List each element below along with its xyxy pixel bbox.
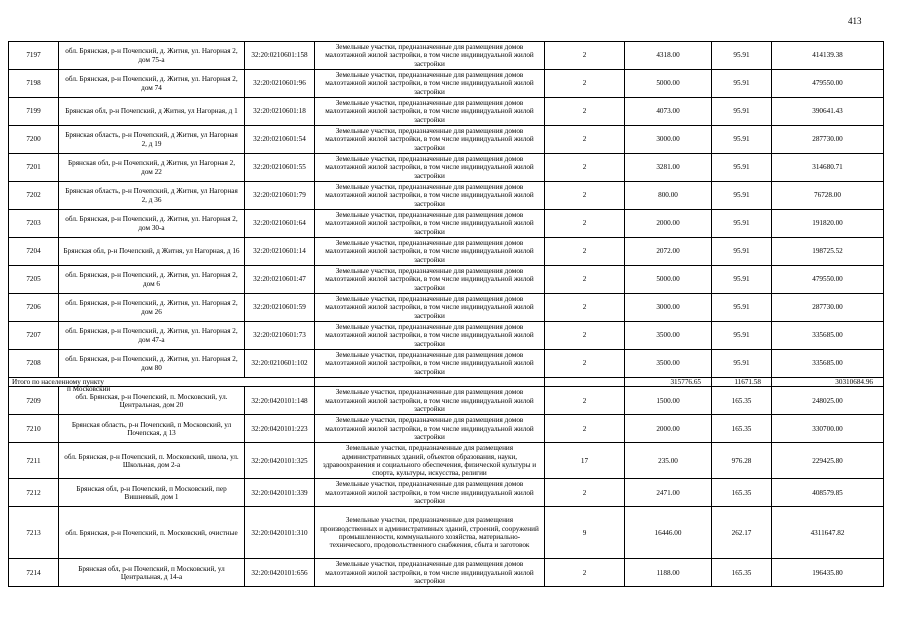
group-code-cell: 2: [545, 559, 625, 587]
area-cell: 5000.00: [625, 70, 712, 98]
address-cell: Брянская обл, р-н Почепский, д Житня, ул Нагорная, д 1: [59, 98, 245, 126]
area-cell: 1188.00: [625, 559, 712, 587]
cadastral-value-cell: 191820.00: [772, 210, 884, 238]
summary-label: Итого по населенному пункту: [9, 378, 315, 387]
cadastral-value-cell: 196435.80: [772, 559, 884, 587]
land-purpose-cell: Земельные участки, предназначенные для размещения домов малоэтажной жилой застройки, в том числе индивидуальной жилой застройки: [315, 322, 545, 350]
group-code-cell: 2: [545, 266, 625, 294]
group-code-cell: 2: [545, 98, 625, 126]
row-number: 7197: [9, 42, 59, 70]
address-cell: Брянская обл, р-н Почепский, д Житня, ул Нагорная, д 16: [59, 238, 245, 266]
cadastral-number-cell: 32:20:0420101:310: [245, 507, 315, 559]
cadastral-number-cell: 32:20:0210601:47: [245, 266, 315, 294]
table-row: [9, 387, 884, 415]
land-purpose-cell: Земельные участки, предназначенные для размещения домов малоэтажной жилой застройки, в том числе индивидуальной жилой застройки: [315, 42, 545, 70]
rate-cell: 95.91: [712, 266, 772, 294]
cadastral-value-cell: 314680.71: [772, 154, 884, 182]
cadastral-number-cell: 32:20:0420101:148: [245, 387, 315, 415]
rate-cell: 95.91: [712, 322, 772, 350]
cadastral-number-cell: 32:20:0210601:55: [245, 154, 315, 182]
land-purpose-cell: Земельные участки, предназначенные для размещения административных зданий, объектов образования, науки, здравоохранения и социального обеспечения, физической культуры и спорта, культуры, искусства, религии: [315, 443, 545, 479]
cadastral-number-cell: 32:20:0420101:656: [245, 559, 315, 587]
cadastral-value-cell: 287730.00: [772, 294, 884, 322]
cadastral-number-cell: 32:20:0420101:325: [245, 443, 315, 479]
rate-cell: 95.91: [712, 294, 772, 322]
cadastral-number-cell: 32:20:0420101:339: [245, 479, 315, 507]
group-code-cell: 2: [545, 294, 625, 322]
land-purpose-cell: Земельные участки, предназначенные для размещения домов малоэтажной жилой застройки, в том числе индивидуальной жилой застройки: [315, 559, 545, 587]
settlement-heading: п Московский: [67, 384, 111, 393]
land-purpose-cell: Земельные участки, предназначенные для размещения домов малоэтажной жилой застройки, в том числе индивидуальной жилой застройки: [315, 294, 545, 322]
land-purpose-cell: Земельные участки, предназначенные для размещения домов малоэтажной жилой застройки, в том числе индивидуальной жилой застройки: [315, 415, 545, 443]
row-number: 7198: [9, 70, 59, 98]
cadastral-value-cell: 198725.52: [772, 238, 884, 266]
area-cell: 16446.00: [625, 507, 712, 559]
row-number: 7205: [9, 266, 59, 294]
cadastral-value-cell: 408579.85: [772, 479, 884, 507]
row-number: 7202: [9, 182, 59, 210]
row-number-value: 7209: [26, 396, 41, 405]
summary-blank: [315, 378, 545, 387]
table-row: [9, 415, 884, 443]
cadastral-number-cell: 32:20:0210601:96: [245, 70, 315, 98]
row-number: 7204: [9, 238, 59, 266]
rate-cell: 262.17: [712, 507, 772, 559]
summary-area: 315776.65: [625, 378, 712, 387]
rate-cell: 165.35: [712, 559, 772, 587]
address-cell: обл. Брянская, р-н Почепский, д. Житня, ул. Нагорная 2, дом 6: [59, 266, 245, 294]
row-number: 7210: [9, 415, 59, 443]
table-row: [9, 322, 884, 350]
area-cell: 3000.00: [625, 126, 712, 154]
address-cell: Брянская область, р-н Почепский, п Московский, ул Почепская, д 13: [59, 415, 245, 443]
table-row: [9, 154, 884, 182]
table-row: [9, 210, 884, 238]
cadastral-number-cell: 32:20:0420101:223: [245, 415, 315, 443]
cadastral-number-cell: 32:20:0210601:18: [245, 98, 315, 126]
land-purpose-cell: Земельные участки, предназначенные для размещения домов малоэтажной жилой застройки, в том числе индивидуальной жилой застройки: [315, 350, 545, 378]
address-cell: обл. Брянская, р-н Почепский, п. Московский, очистные: [59, 507, 245, 559]
address-cell: обл. Брянская, р-н Почепский, д. Житня, ул. Нагорная 2, дом 75-а: [59, 42, 245, 70]
group-code-cell: 2: [545, 238, 625, 266]
cadastral-value-cell: 479550.00: [772, 70, 884, 98]
table-row: [9, 98, 884, 126]
cadastral-number-cell: 32:20:0210601:54: [245, 126, 315, 154]
land-purpose-cell: Земельные участки, предназначенные для размещения домов малоэтажной жилой застройки, в том числе индивидуальной жилой застройки: [315, 266, 545, 294]
cadastral-value-cell: 287730.00: [772, 126, 884, 154]
row-number: 7203: [9, 210, 59, 238]
rate-cell: 95.91: [712, 126, 772, 154]
area-cell: 5000.00: [625, 266, 712, 294]
land-register-table: [8, 41, 884, 587]
summary-blank: [545, 378, 625, 387]
rate-cell: 95.91: [712, 182, 772, 210]
group-code-cell: 2: [545, 42, 625, 70]
row-number: 7206: [9, 294, 59, 322]
cadastral-value-cell: 335685.00: [772, 350, 884, 378]
cadastral-value-cell: 390641.43: [772, 98, 884, 126]
area-cell: 2072.00: [625, 238, 712, 266]
table-row: [9, 507, 884, 559]
address-cell: Брянская область, р-н Почепский, д Житня, ул Нагорная 2, д 36: [59, 182, 245, 210]
table-row: [9, 126, 884, 154]
group-code-cell: 2: [545, 322, 625, 350]
row-number: 7208: [9, 350, 59, 378]
group-code-cell: 2: [545, 70, 625, 98]
row-number: 7214: [9, 559, 59, 587]
land-purpose-cell: Земельные участки, предназначенные для размещения домов малоэтажной жилой застройки, в том числе индивидуальной жилой застройки: [315, 182, 545, 210]
table-row: [9, 294, 884, 322]
row-number: 7200: [9, 126, 59, 154]
row-number: 7213: [9, 507, 59, 559]
cadastral-value-cell: 248025.00: [772, 387, 884, 415]
row-number: 7201: [9, 154, 59, 182]
cadastral-number-cell: 32:20:0210601:158: [245, 42, 315, 70]
land-purpose-cell: Земельные участки, предназначенные для размещения домов малоэтажной жилой застройки, в том числе индивидуальной жилой застройки: [315, 387, 545, 415]
address-cell: Брянская обл, р-н Почепский, п Московский, пер Вишневый, дом 1: [59, 479, 245, 507]
rate-cell: 95.91: [712, 70, 772, 98]
area-cell: 235.00: [625, 443, 712, 479]
cadastral-value-cell: 76728.00: [772, 182, 884, 210]
table-row: [9, 42, 884, 70]
land-purpose-cell: Земельные участки, предназначенные для размещения домов малоэтажной жилой застройки, в том числе индивидуальной жилой застройки: [315, 126, 545, 154]
table-row: [9, 559, 884, 587]
row-number: 7207: [9, 322, 59, 350]
summary-value: 30310684.96: [772, 378, 884, 387]
address-cell: обл. Брянская, р-н Почепский, д. Житня, ул. Нагорная 2, дом 47-а: [59, 322, 245, 350]
land-purpose-cell: Земельные участки, предназначенные для размещения домов малоэтажной жилой застройки, в том числе индивидуальной жилой застройки: [315, 154, 545, 182]
cadastral-number-cell: 32:20:0210601:59: [245, 294, 315, 322]
row-number: [9, 384, 111, 415]
land-purpose-cell: Земельные участки, предназначенные для размещения производственных и административных зданий, строений, сооружений промышленности, коммунального хозяйства, материально-технического, продовольственного снабжения, сбыта и заготовок: [315, 507, 545, 559]
cadastral-value-cell: 479550.00: [772, 266, 884, 294]
land-purpose-cell: Земельные участки, предназначенные для размещения домов малоэтажной жилой застройки, в том числе индивидуальной жилой застройки: [315, 70, 545, 98]
cadastral-value-cell: 335685.00: [772, 322, 884, 350]
group-code-cell: 2: [545, 154, 625, 182]
rate-cell: 95.91: [712, 154, 772, 182]
rate-cell: 165.35: [712, 479, 772, 507]
area-cell: 3000.00: [625, 294, 712, 322]
rate-cell: 165.35: [712, 387, 772, 415]
land-purpose-cell: Земельные участки, предназначенные для размещения домов малоэтажной жилой застройки, в том числе индивидуальной жилой застройки: [315, 238, 545, 266]
rate-cell: 95.91: [712, 238, 772, 266]
group-code-cell: 2: [545, 126, 625, 154]
cadastral-number-cell: 32:20:0210601:79: [245, 182, 315, 210]
address-cell: Брянская обл, р-н Почепский, п Московский, ул Центральная, д 14-а: [59, 559, 245, 587]
rate-cell: 976.28: [712, 443, 772, 479]
table-row: [9, 350, 884, 378]
group-code-cell: 2: [545, 182, 625, 210]
group-code-cell: 2: [545, 387, 625, 415]
rate-cell: 95.91: [712, 98, 772, 126]
page-number: 413: [848, 16, 862, 26]
area-cell: 4073.00: [625, 98, 712, 126]
address-cell: обл. Брянская, р-н Почепский, п. Московский, ул. Центральная, дом 20: [59, 387, 245, 415]
cadastral-number-cell: 32:20:0210601:14: [245, 238, 315, 266]
settlement-summary-row: [9, 378, 884, 387]
row-number: 7212: [9, 479, 59, 507]
group-code-cell: 2: [545, 415, 625, 443]
area-cell: 4318.00: [625, 42, 712, 70]
table-row: [9, 443, 884, 479]
area-cell: 3500.00: [625, 322, 712, 350]
cadastral-value-cell: 330700.00: [772, 415, 884, 443]
address-cell: Брянская обл, р-н Почепский, д Житня, ул Нагорная 2, дом 22: [59, 154, 245, 182]
table-row: [9, 182, 884, 210]
cadastral-value-cell: 4311647.82: [772, 507, 884, 559]
table-row: [9, 70, 884, 98]
rate-cell: 95.91: [712, 210, 772, 238]
land-purpose-cell: Земельные участки, предназначенные для размещения домов малоэтажной жилой застройки, в том числе индивидуальной жилой застройки: [315, 98, 545, 126]
area-cell: 3500.00: [625, 350, 712, 378]
group-code-cell: 2: [545, 479, 625, 507]
rate-cell: 95.91: [712, 42, 772, 70]
area-cell: 2000.00: [625, 210, 712, 238]
table-row: [9, 479, 884, 507]
land-purpose-cell: Земельные участки, предназначенные для размещения домов малоэтажной жилой застройки, в том числе индивидуальной жилой застройки: [315, 479, 545, 507]
rate-cell: 95.91: [712, 350, 772, 378]
cadastral-number-cell: 32:20:0210601:73: [245, 322, 315, 350]
area-cell: 2471.00: [625, 479, 712, 507]
group-code-cell: 9: [545, 507, 625, 559]
group-code-cell: 2: [545, 350, 625, 378]
row-number: 7199: [9, 98, 59, 126]
group-code-cell: 17: [545, 443, 625, 479]
area-cell: 2000.00: [625, 415, 712, 443]
summary-rate: 11671.58: [712, 378, 772, 387]
address-cell: обл. Брянская, р-н Почепский, д. Житня, ул. Нагорная 2, дом 80: [59, 350, 245, 378]
row-number: 7211: [9, 443, 59, 479]
cadastral-number-cell: 32:20:0210601:64: [245, 210, 315, 238]
cadastral-number-cell: 32:20:0210601:102: [245, 350, 315, 378]
group-code-cell: 2: [545, 210, 625, 238]
table-row: [9, 266, 884, 294]
land-purpose-cell: Земельные участки, предназначенные для размещения домов малоэтажной жилой застройки, в том числе индивидуальной жилой застройки: [315, 210, 545, 238]
address-cell: Брянская область, р-н Почепский, д Житня, ул Нагорная 2, д 19: [59, 126, 245, 154]
address-cell: обл. Брянская, р-н Почепский, п. Московский, школа, ул. Школьная, дом 2-а: [59, 443, 245, 479]
table-row: [9, 238, 884, 266]
area-cell: 1500.00: [625, 387, 712, 415]
area-cell: 3281.00: [625, 154, 712, 182]
cadastral-value-cell: 229425.80: [772, 443, 884, 479]
address-cell: обл. Брянская, р-н Почепский, д. Житня, ул. Нагорная 2, дом 30-а: [59, 210, 245, 238]
address-cell: обл. Брянская, р-н Почепский, д. Житня, ул. Нагорная 2, дом 74: [59, 70, 245, 98]
cadastral-value-cell: 414139.38: [772, 42, 884, 70]
area-cell: 800.00: [625, 182, 712, 210]
rate-cell: 165.35: [712, 415, 772, 443]
address-cell: обл. Брянская, р-н Почепский, д. Житня, ул. Нагорная 2, дом 26: [59, 294, 245, 322]
